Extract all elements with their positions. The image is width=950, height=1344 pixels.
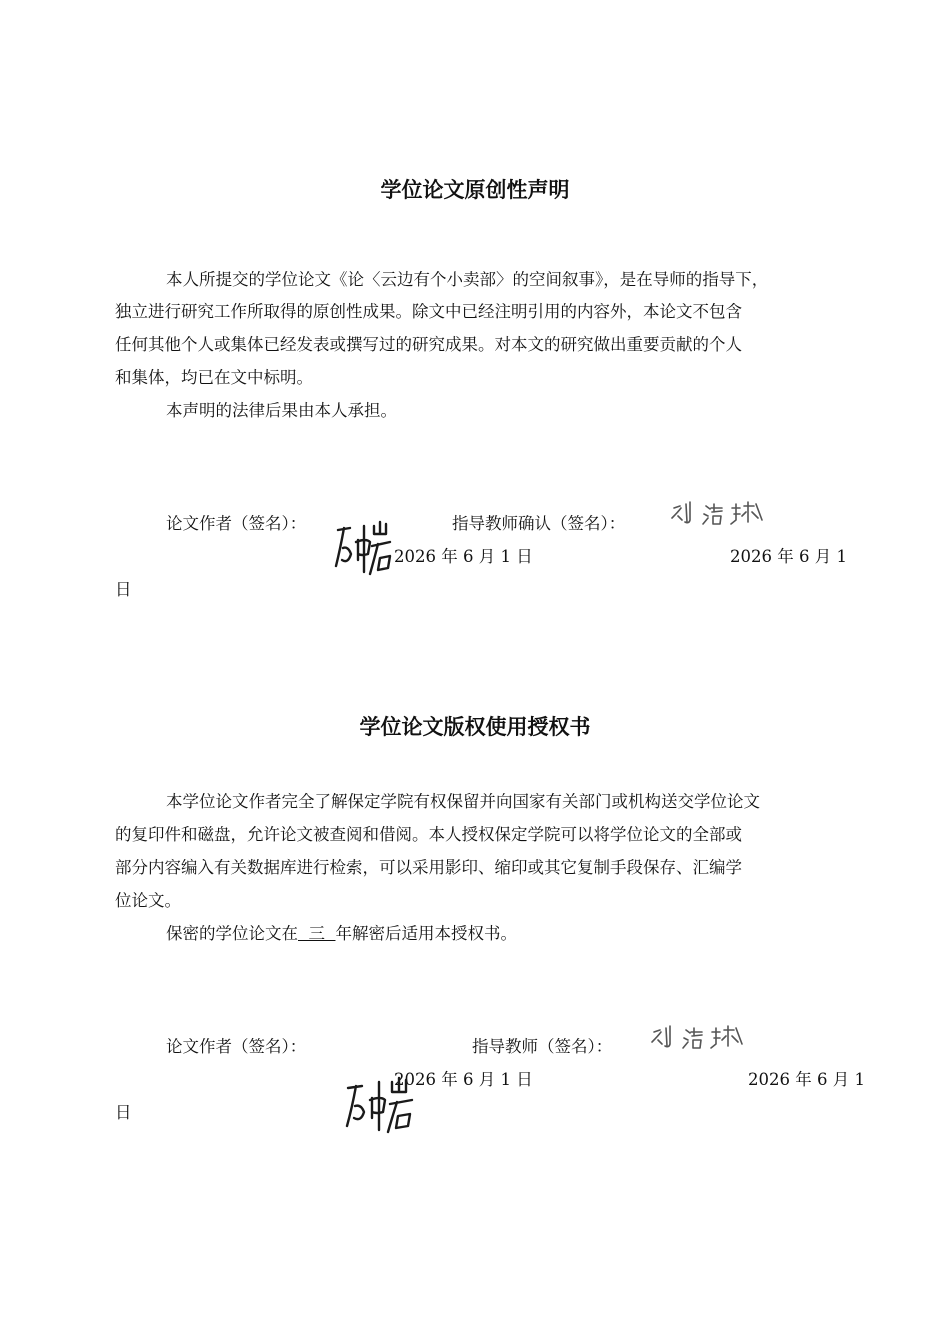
authorization-author-signature	[344, 1076, 420, 1138]
declaration-author-signature	[334, 520, 396, 580]
authorization-advisor-date: 2026 年 6 月 1	[748, 1070, 865, 1089]
authorization-years-underlined: 三	[298, 924, 336, 943]
authorization-advisor-signature	[648, 1022, 748, 1054]
declaration-author-date: 2026 年 6 月 1 日	[394, 547, 533, 566]
authorization-para2	[166, 922, 517, 946]
authorization-author-date: 2026 年 6 月 1 日	[394, 1070, 533, 1089]
authorization-para1-line2: 的复印件和磁盘，允许论文被查阅和借阅。本人授权保定学院可以将学位论文的全部或	[115, 825, 742, 844]
declaration-author-label: 论文作者（签名）：	[166, 514, 307, 533]
declaration-advisor-date-tail: 日	[115, 580, 132, 599]
declaration-para2: 本声明的法律后果由本人承担。	[166, 401, 397, 420]
declaration-para1-line4: 和集体，均已在文中标明。	[115, 368, 313, 387]
authorization-advisor-date-tail: 日	[115, 1103, 132, 1122]
declaration-title: 学位论文原创性声明	[380, 178, 570, 202]
authorization-para2-prefix: 保密的学位论文在	[166, 924, 298, 943]
declaration-advisor-date: 2026 年 6 月 1	[730, 547, 847, 566]
authorization-advisor-label: 指导教师（签名）：	[472, 1037, 613, 1056]
authorization-para1-line3: 部分内容编入有关数据库进行检索，可以采用影印、缩印或其它复制手段保存、汇编学	[115, 858, 742, 877]
declaration-advisor-signature	[668, 498, 768, 530]
authorization-para2-suffix: 年解密后适用本授权书。	[335, 924, 517, 943]
declaration-para1-line3: 任何其他个人或集体已经发表或撰写过的研究成果。对本文的研究做出重要贡献的个人	[115, 335, 742, 354]
authorization-title: 学位论文版权使用授权书	[359, 715, 591, 739]
declaration-para1-line2: 独立进行研究工作所取得的原创性成果。除文中已经注明引用的内容外，本论文不包含	[115, 302, 742, 321]
declaration-para1-line1: 本人所提交的学位论文《论〈云边有个小卖部〉的空间叙事》，是在导师的指导下，	[166, 270, 769, 289]
declaration-advisor-label: 指导教师确认（签名）：	[452, 514, 626, 533]
authorization-author-label: 论文作者（签名）：	[166, 1037, 307, 1056]
authorization-para1-line4: 位论文。	[115, 891, 181, 910]
authorization-para1-line1: 本学位论文作者完全了解保定学院有权保留并向国家有关部门或机构送交学位论文	[166, 792, 760, 811]
